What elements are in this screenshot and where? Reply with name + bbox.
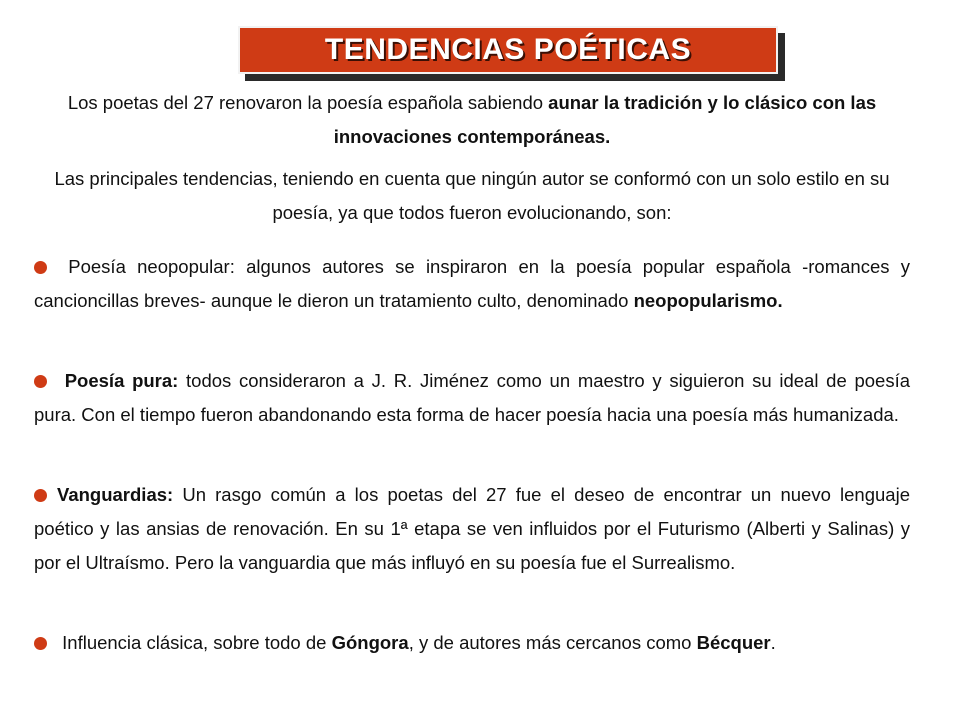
bullet-bold-text: neopopularismo.	[633, 290, 783, 311]
bullet-bold-text: Bécquer	[696, 632, 771, 653]
bullet-text: , y de autores más cercanos como	[408, 632, 697, 653]
bullet-neopopular	[34, 250, 910, 318]
bullet-dot-icon	[34, 261, 47, 274]
trends-intro-paragraph	[34, 162, 910, 230]
bullet-dot-icon	[34, 375, 47, 388]
bullet-text: Influencia clásica, sobre todo de	[57, 632, 332, 653]
intro-text: Los poetas del 27 renovaron la poesía española sabiendo	[67, 92, 549, 113]
bullet-dot-icon	[34, 489, 47, 502]
bullet-bold-text: Góngora	[331, 632, 409, 653]
bullet-text: todos consideraron a J. R. Jiménez como un maestro y siguieron su ideal de poesía pura. Con el tiempo fueron abandonando esta forma de hacer poesía hacia una poesía más humanizada.	[34, 370, 910, 425]
bullet-poesia-pura	[34, 364, 910, 432]
trends-intro-text: Las principales tendencias, teniendo en cuenta que ningún autor se conformó con un solo estilo en su poesía, ya que todos fueron evolucionando, son:	[54, 168, 890, 223]
title-banner	[238, 26, 778, 74]
bullet-text: .	[770, 632, 776, 653]
bullet-text: Un rasgo común a los poetas del 27 fue el deseo de encontrar un nuevo lenguaje poético y las ansias de renovación. En su 1ª etapa se ven influidos por el Futurismo (Alberti y Salinas) y por el Ultraísmo. Pero la vanguardia que más influyó en su poesía fue el Surrealismo.	[34, 484, 910, 573]
intro-paragraph	[34, 86, 910, 154]
bullet-text: Poesía neopopular: algunos autores se inspiraron en la poesía popular española -romances y cancioncillas breves- aunque le dieron un tratamiento culto, denominado	[34, 256, 910, 311]
bullet-vanguardias	[34, 478, 910, 580]
bullet-dot-icon	[34, 637, 47, 650]
page-title: TENDENCIAS POÉTICAS	[324, 33, 692, 66]
intro-bold-text: aunar la tradición y lo clásico con las innovaciones contemporáneas.	[333, 92, 877, 147]
bullet-bold-text: Vanguardias:	[57, 484, 174, 505]
bullet-influencia-clasica	[34, 626, 910, 660]
bullet-bold-text: Poesía pura:	[57, 370, 179, 391]
